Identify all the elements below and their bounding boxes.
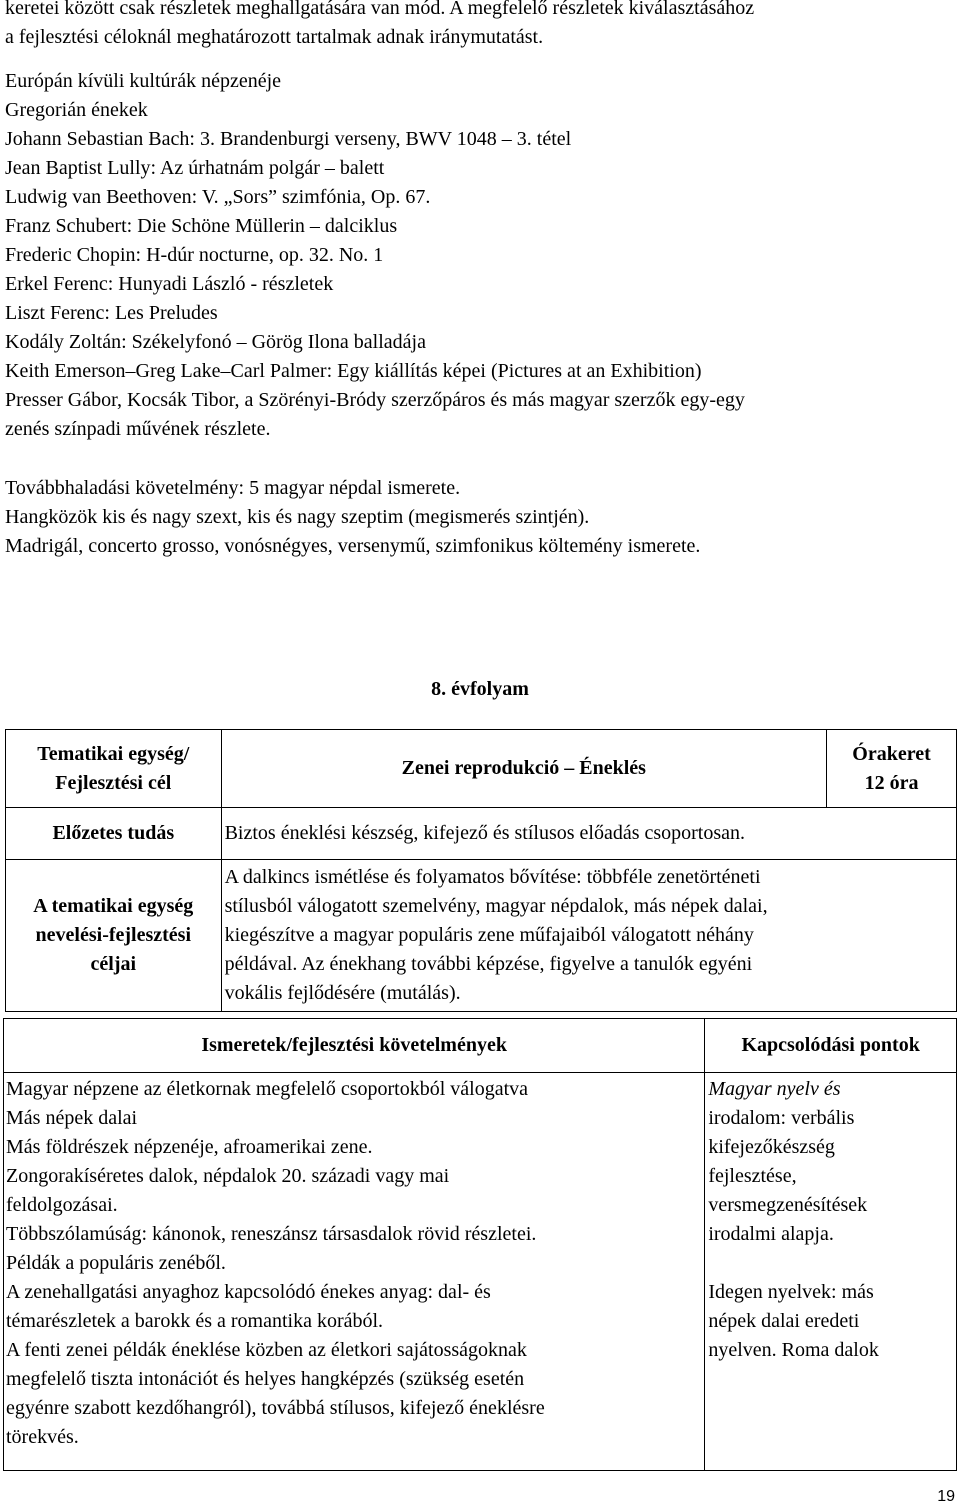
content-connections-cell <box>705 1073 957 1471</box>
content-table <box>3 1018 957 1471</box>
requirement-line: Továbbhaladási követelmény: 5 magyar népdal ismerete. <box>5 477 461 499</box>
page-number: 19 <box>937 1488 955 1505</box>
intro-line-1: keretei között csak részletek meghallgatására van mód. A megfelelő részletek kiválasztásához <box>5 0 755 19</box>
works-item: Frederic Chopin: H-dúr nocturne, op. 32. No. 1 <box>5 244 384 266</box>
works-item: Johann Sebastian Bach: 3. Brandenburgi verseny, BWV 1048 – 3. tétel <box>5 128 572 150</box>
content-line: Magyar népzene az életkornak megfelelő csoportokból válogatva <box>6 1078 529 1100</box>
unit-label-cell <box>6 730 222 808</box>
content-line: egyénre szabott kezdőhangról), továbbá stílusos, kifejező éneklésre <box>6 1397 545 1419</box>
works-item: zenés színpadi művének részlete. <box>5 418 271 440</box>
goals-text-line: kiegészítve a magyar populáris zene műfajaiból válogatott néhány <box>224 924 754 946</box>
goals-text-line: stílusból válogatott szemelvény, magyar népdalok, más népek dalai, <box>224 895 768 917</box>
connection-line: kifejezőkészség <box>708 1136 835 1158</box>
goals-label-line: céljai <box>90 953 137 975</box>
topic-table <box>5 729 957 1012</box>
connection-italic-line: Magyar nyelv és <box>708 1078 841 1100</box>
intro-line-2: a fejlesztési céloknál meghatározott tartalmak adnak iránymutatást. <box>5 26 544 48</box>
content-line: A fenti zenei példák éneklése közben az életkori sajátosságoknak <box>6 1339 527 1361</box>
content-line: megfelelő tiszta intonációt és helyes hangképzés (szükség esetén <box>6 1368 525 1390</box>
content-line: feldolgozásai. <box>6 1194 118 1216</box>
connection-line: irodalom: verbális <box>708 1107 855 1129</box>
content-line: Más földrészek népzenéje, afroamerikai zene. <box>6 1136 373 1158</box>
works-item: Kodály Zoltán: Székelyfonó – Görög Ilona balladája <box>5 331 426 353</box>
goals-text-line: vokális fejlődésére (mutálás). <box>224 982 461 1004</box>
goals-label-cell <box>6 860 222 1012</box>
prior-knowledge-label: Előzetes tudás <box>6 808 222 860</box>
content-line: Más népek dalai <box>6 1107 138 1129</box>
unit-title: Zenei reprodukció – Éneklés <box>221 730 826 808</box>
works-item: Keith Emerson–Greg Lake–Carl Palmer: Egy kiállítás képei (Pictures at an Exhibition) <box>5 360 702 382</box>
goals-label-line: A tematikai egység <box>33 895 194 917</box>
requirement-line: Hangközök kis és nagy szext, kis és nagy szeptim (megismerés szintjén). <box>5 506 590 528</box>
content-col2-header: Kapcsolódási pontok <box>705 1019 957 1073</box>
connection-line: fejlesztése, <box>708 1165 797 1187</box>
content-requirements-cell <box>4 1073 705 1471</box>
goals-label-line: nevelési-fejlesztési <box>35 924 192 946</box>
goals-text-cell <box>221 860 956 1012</box>
goals-text-line: A dalkincs ismétlése és folyamatos bővítése: többféle zenetörténeti <box>224 866 761 888</box>
works-item: Presser Gábor, Kocsák Tibor, a Szörényi-Bródy szerzőpáros és más magyar szerzők egy-egy <box>5 389 745 411</box>
content-line: törekvés. <box>6 1426 79 1448</box>
connection-line: népek dalai eredeti <box>708 1310 860 1332</box>
unit-label-line-1: Tematikai egység/ <box>37 742 190 765</box>
works-item: Európán kívüli kultúrák népzenéje <box>5 70 282 92</box>
connection-line: irodalmi alapja. <box>708 1223 834 1245</box>
content-line: témarészletek a barokk és a romantika korából. <box>6 1310 384 1332</box>
grade-heading: 8. évfolyam <box>431 678 529 700</box>
content-line: Többszólamúság: kánonok, reneszánsz társasdalok rövid részletei. <box>6 1223 537 1245</box>
unit-label-line-2: Fejlesztési cél <box>55 771 172 794</box>
works-item: Gregorián énekek <box>5 99 148 121</box>
connection-line: Idegen nyelvek: más <box>708 1281 874 1303</box>
prior-knowledge-text: Biztos éneklési készség, kifejező és stílusos előadás csoportosan. <box>221 808 956 860</box>
hours-value: 12 óra <box>864 771 919 794</box>
works-item: Liszt Ferenc: Les Preludes <box>5 302 218 324</box>
goals-text-line: példával. Az énekhang további képzése, figyelve a tanulók egyéni <box>224 953 753 975</box>
requirement-line: Madrigál, concerto grosso, vonósnégyes, versenymű, szimfonikus költemény ismerete. <box>5 535 701 557</box>
connection-spacer <box>708 1249 956 1278</box>
content-line: A zenehallgatási anyaghoz kapcsolódó énekes anyag: dal- és <box>6 1281 491 1303</box>
hours-label: Órakeret <box>852 742 931 765</box>
content-col1-header: Ismeretek/fejlesztési követelmények <box>4 1019 705 1073</box>
connection-line: nyelven. Roma dalok <box>708 1339 879 1361</box>
content-line: Példák a populáris zenéből. <box>6 1252 226 1274</box>
works-item: Franz Schubert: Die Schöne Müllerin – dalciklus <box>5 215 398 237</box>
hours-cell <box>827 730 957 808</box>
works-item: Erkel Ferenc: Hunyadi László - részletek <box>5 273 334 295</box>
connection-line: versmegzenésítések <box>708 1194 868 1216</box>
content-line: Zongorakíséretes dalok, népdalok 20. századi vagy mai <box>6 1165 450 1187</box>
works-item: Jean Baptist Lully: Az úrhatnám polgár – balett <box>5 157 385 179</box>
works-item: Ludwig van Beethoven: V. „Sors” szimfónia, Op. 67. <box>5 186 431 208</box>
